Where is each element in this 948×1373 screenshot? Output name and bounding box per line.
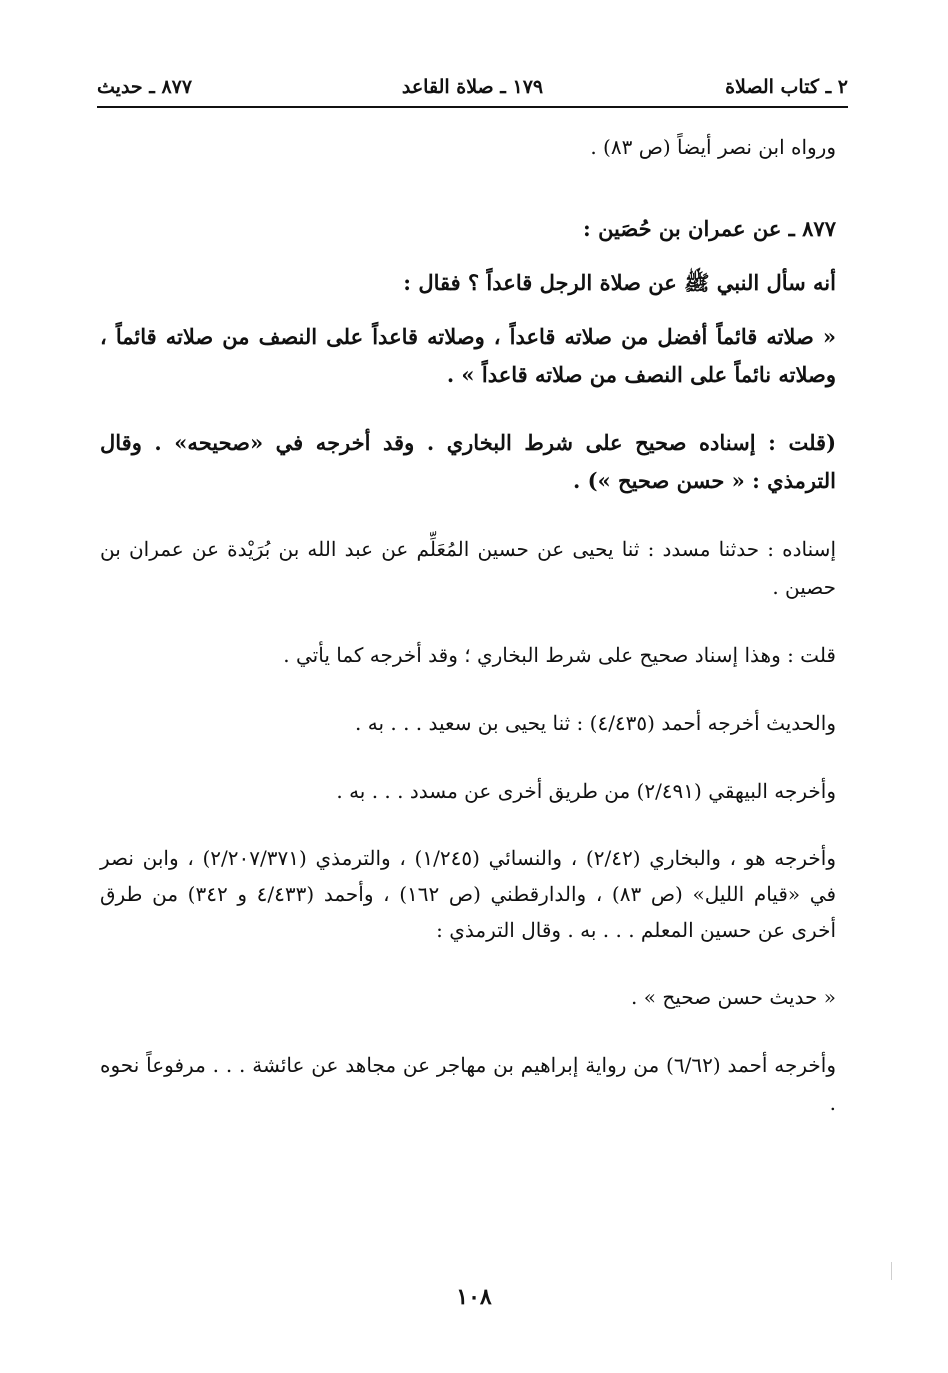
scan-edge-mark — [891, 1262, 892, 1280]
hadith-heading: ٨٧٧ ـ عن عمران بن حُصَين : — [583, 216, 836, 241]
header-book-title: ٢ ـ كتاب الصلاة — [725, 76, 848, 98]
bayhaqi-reference: وأخرجه البيهقي (٢/٤٩١) من طريق أخرى عن مسدد . . . به . — [336, 779, 836, 803]
hadith-question: أنه سأل النبي ﷺ عن صلاة الرجل قاعداً ؟ فقال : — [403, 270, 836, 295]
header-rule — [97, 106, 848, 108]
page-number: ١٠٨ — [456, 1284, 492, 1310]
tirmidhi-quote: « حديث حسن صحيح » . — [631, 985, 836, 1009]
running-header — [97, 70, 848, 104]
hadith-text: « صلاته قائماً أفضل من صلاته قاعداً ، وصلاته قاعداً على النصف من صلاته قائماً ، وصلاته نائماً على النصف من صلاته قاعداً » . — [100, 324, 836, 387]
header-chapter-title: ١٧٩ ـ صلاة القاعد — [401, 76, 544, 98]
isnad-paragraph: إسناده : حدثنا مسدد : ثنا يحيى عن حسين المُعَلِّم عن عبد الله بن بُرَيْدة عن عمران بن حصين . — [100, 537, 837, 599]
ahmad-reference: والحديث أخرجه أحمد (٤/٤٣٥) : ثنا يحيى بن سعيد . . . به . — [355, 711, 836, 735]
header-hadith-number: ٨٧٧ ـ حديث — [97, 76, 193, 98]
aisha-reference: وأخرجه أحمد (٦/٦٢) من رواية إبراهيم بن مهاجر عن مجاهد عن عائشة . . . مرفوعاً نحوه . — [100, 1053, 836, 1115]
paragraph-ibn-nasr: ورواه ابن نصر أيضاً (ص ٨٣) . — [590, 135, 836, 159]
page-body — [100, 128, 836, 1122]
takhrij-paragraph: وأخرجه هو ، والبخاري (٢/٤٢) ، والنسائي (١/٢٤٥) ، والترمذي (٢/٢٠٧/٣٧١) ، وابن نصر في «قيام الليل» (ص ٨٣) ، والدارقطني (ص ١٦٢) ، وأحمد (٤/٤٣٣ و ٣٤٢) من طرق أخرى عن حسين المعلم . . . به . وقال الترمذي : — [100, 846, 836, 942]
comment-paragraph: قلت : وهذا إسناد صحيح على شرط البخاري ؛ وقد أخرجه كما يأتي . — [283, 643, 836, 667]
verdict-note: (قلت : إسناده صحيح على شرط البخاري . وقد أخرجه في «صحيحه» . وقال الترمذي : « حسن صحيح ») . — [100, 430, 836, 493]
